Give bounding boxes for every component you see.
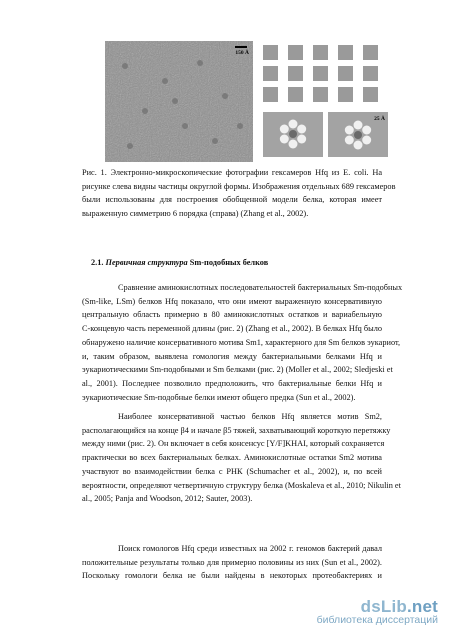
hexamer-thumbnail: [263, 45, 278, 60]
hexamer-thumbnail: [288, 66, 303, 81]
watermark-domain: .net: [406, 597, 438, 616]
watermark-tagline: библиотека диссертаций: [316, 614, 438, 626]
scale-label: 150 Å: [235, 50, 249, 56]
text-line: Сравнение аминокислотных последовательностей бактериальных Sm-подобных: [118, 283, 403, 292]
hexamer-thumbnail: [338, 87, 353, 102]
hexamer-thumbnail: [363, 45, 378, 60]
text-line: Наиболее консервативной частью белков Hfq является мотив Sm2,: [118, 412, 382, 421]
hexamer-thumbnail: [338, 45, 353, 60]
hexamer-thumbnail: [263, 87, 278, 102]
text-line: между ними (рис. 2). Он включает в себя консенсус [Y/F]KHAI, который сохраняется: [82, 439, 385, 449]
text-line: обнаружено наличие консервативного мотива Sm1, характерного для Sm белков эукариот,: [82, 337, 401, 347]
text-line: al., 2005; Panja and Woodson, 2012; Sauter, 2003).: [82, 494, 253, 504]
text-line: эукариотические Sm-подобные белки имеют общего предка (Sun et al., 2002).: [82, 392, 356, 402]
caption-line: рисунке слева видны частицы округлой формы. Изображения отдельных 689 гексамеров: [82, 181, 396, 191]
watermark-brand: dsLib: [360, 597, 407, 616]
scale-bar: [235, 46, 247, 48]
text-line: положительные результаты только для примерно половины из них (Sun et al., 2002).: [82, 557, 382, 567]
hexamer-thumbnail: [363, 66, 378, 81]
hexamer-model-icon: [263, 112, 323, 157]
section-number: 2.1.: [91, 258, 104, 267]
figure-caption: [82, 166, 396, 221]
section-title-rest: Sm-подобных белков: [189, 258, 269, 267]
hexamer-thumbnail: [313, 87, 328, 102]
text-line: располагающийся на конце β4 и начале β5 тяжей, захватывающий короткую перетяжку: [82, 425, 391, 435]
hexamer-thumbnail: [288, 45, 303, 60]
paragraph-2: [82, 410, 401, 506]
hexamer-average-left: [263, 112, 323, 157]
figure: [105, 41, 390, 162]
micrograph-image: [105, 41, 253, 162]
section-title-italic: Первичная структура: [105, 258, 188, 267]
hexamer-thumbnail: [363, 87, 378, 102]
section-heading: [91, 258, 268, 267]
caption-line: были использованы для построения обобщенной модели белка, которая имеет: [82, 195, 382, 205]
hexamer-thumbnail: [263, 66, 278, 81]
text-line: и, таким образом, выявлена гомология между бактериальными белками Hfq и: [82, 351, 382, 361]
text-line: С-концевую часть переменной длины (рис. 2) (Zhang et al., 2002). В белках Hfq было: [82, 324, 382, 334]
text-line: практически во всех бактериальных белках. Аминокислотные остатки Sm2 мотива: [82, 453, 382, 463]
caption-line: выраженную симметрию 6 порядка (справа) (Zhang et al., 2002).: [82, 209, 309, 219]
hexamer-average-right: [328, 112, 388, 157]
hexamer-thumbnail: [338, 66, 353, 81]
hexamer-images: [259, 41, 390, 162]
micrograph-texture: [105, 41, 253, 162]
text-line: Поиск гомологов Hfq среди известных на 2002 г. геномов бактерий давал: [118, 544, 382, 553]
text-line: al., 2001). Последнее позволило предположить, что бактериальные белки Hfq и: [82, 378, 382, 388]
paragraph-3: [82, 542, 382, 583]
text-line: вероятности, определяют четвертичную структуру белка (Moskaleva et al., 2010; Nikulin et: [82, 480, 401, 490]
text-line: участвуют во взаимодействии белка с РНК (Schumacher et al., 2002), и, по всей: [82, 466, 382, 476]
text-line: Поскольку гомологи белка не были найдены в некоторых протеобактериях и: [82, 571, 382, 581]
hexamer-thumbnail: [313, 45, 328, 60]
text-line: эукариотическими Sm-подобными и Sm белками (рис. 2) (Moller et al., 2002; Sledjeski et: [82, 365, 393, 375]
site-watermark: [317, 597, 438, 626]
scale-label: 25 Å: [374, 116, 385, 122]
text-line: центральную область примерно в 80 аминокислотных остатков и вариабельную: [82, 310, 382, 320]
caption-line: Рис. 1. Электронно-микроскопические фотографии гексамеров Hfq из E. coli. На: [82, 168, 382, 177]
text-line: (Sm-like, LSm) белков Hfq показало, что они имеют выраженную консервативную: [82, 296, 382, 306]
paragraph-1: [82, 281, 403, 404]
hexamer-thumbnail: [313, 66, 328, 81]
hexamer-thumbnail: [288, 87, 303, 102]
